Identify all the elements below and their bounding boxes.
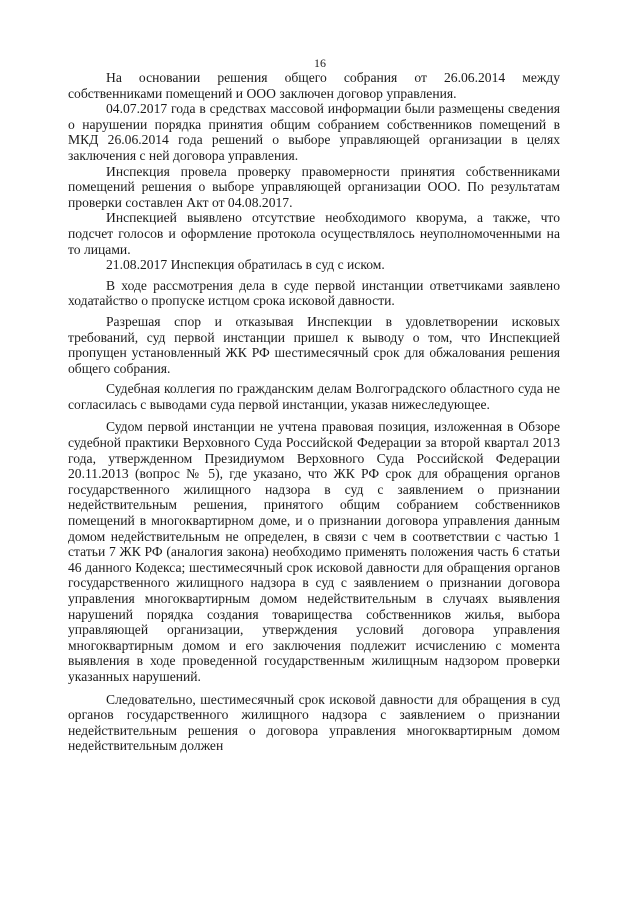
paragraph-5: 21.08.2017 Инспекция обратилась в суд с иском. — [106, 257, 385, 273]
paragraph-7: Разрешая спор и отказывая Инспекции в удовлетворении исковых требований, суд первой инстанции пришел к выводу о том, что Инспекцией пропущен установленный ЖК РФ шестимесячный срок для обжалования решения общего собрания. — [68, 313, 560, 376]
paragraph-8: Судебная коллегия по гражданским делам Волгоградского областного суда не согласилась с выводами суда первой инстанции, указав нижеследующее. — [68, 381, 560, 412]
page-number: 16 — [314, 56, 326, 70]
paragraph-4: Инспекцией выявлено отсутствие необходимого кворума, а также, что подсчет голосов и оформление протокола осуществлялось неуполномоченными на то лицами. — [68, 210, 560, 257]
paragraph-10: Следовательно, шестимесячный срок исковой давности для обращения в суд органов государственного жилищного надзора с заявлением о признании недействительным решения о договора управления многоквартирным домом недействительным должен — [68, 691, 560, 754]
paragraph-3: Инспекция провела проверку правомерности принятия собственниками помещений решения о выборе управляющей организации ООО. По результатам проверки составлен Акт от 04.08.2017. — [68, 163, 560, 210]
paragraph-9: Судом первой инстанции не учтена правовая позиция, изложенная в Обзоре судебной практики Верховного Суда Российской Федерации за второй квартал 2013 года, утвержденном Президиумом Верховного Суда Российской Федерации 20.11.2013 (вопрос № 5), где указано, что ЖК РФ срок для обращения органов государственного жилищного надзора в суд с заявлением о признании недействительным решения, принятого общим собранием собственников помещений в многоквартирном доме, и о признании договора управления данным домом недействительным не определен, в связи с чем в соответствии с частью 1 статьи 7 ЖК РФ (аналогия закона) необходимо применять положения часть 6 статьи 46 данного Кодекса; шестимесячный срок исковой давности для обращения органов государственного жилищного надзора в суд с заявлением о признании договора управления многоквартирным домом недействительным в случаях выявления нарушений порядка создания товарищества собственников жилья, выбора управляющей организации, утверждения условий договора управления многоквартирным домом и его заключения подлежит исчислению с момента выявления в ходе проведенной государственным жилищным надзором проверки указанных нарушений. — [68, 419, 560, 684]
paragraph-6: В ходе рассмотрения дела в суде первой инстанции ответчиками заявлено ходатайство о пропуске истцом срока исковой давности. — [68, 277, 560, 309]
document-body — [68, 70, 560, 754]
paragraph-1: На основании решения общего собрания от 26.06.2014 между собственниками помещений и ООО заключен договор управления. — [68, 70, 560, 101]
paragraph-2: 04.07.2017 года в средствах массовой информации были размещены сведения о нарушении порядка принятия общим собранием собственников помещений в МКД 26.06.2014 года решений о выборе управляющей организации в целях заключения с ней договора управления. — [68, 101, 560, 163]
